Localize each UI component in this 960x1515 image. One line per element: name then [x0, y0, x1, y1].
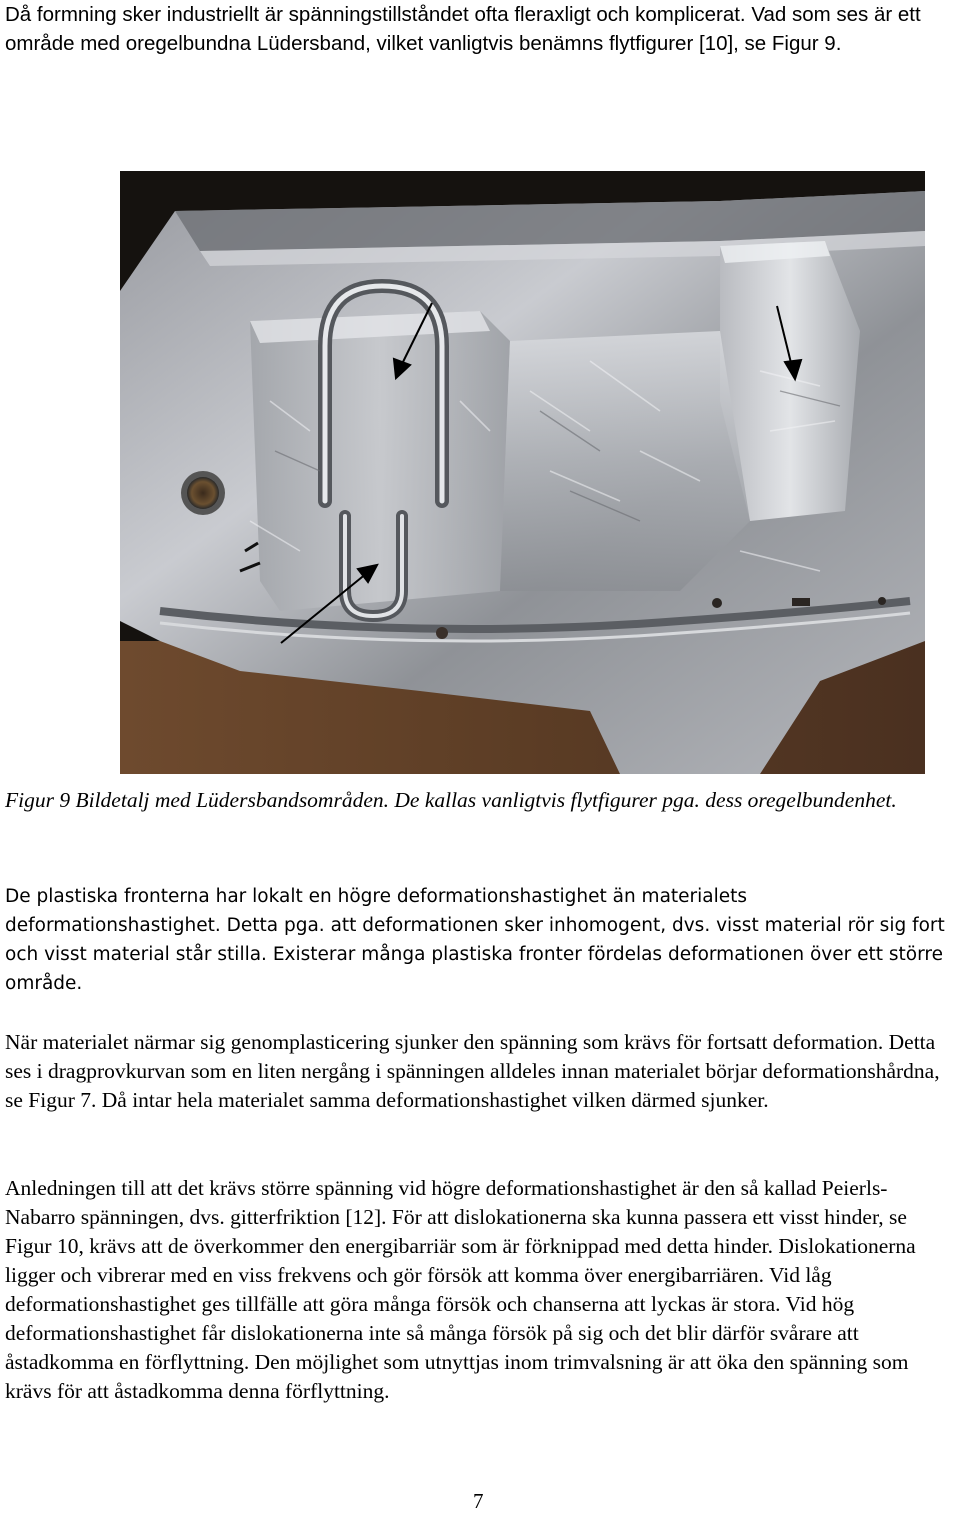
genomplasticering-paragraph: När materialet närmar sig genomplasticering sjunker den spänning som krävs för fortsatt deformation. Detta ses i dragprovkurvan som en liten nergång i spänningen alldeles innan materialet börjar deformationshårdna, se Figur 7. Då intar hela materialet samma deformationshastighet vilken därmed sjunker. — [5, 1030, 940, 1112]
intro-paragraph: Då formning sker industriellt är spänningstillståndet ofta fleraxligt och komplicerat. Vad som ses är ett område med oregelbundna Lüdersband, vilket vanligtvis benämns flytfigurer [10], se Figur 9. — [5, 3, 921, 55]
figure-9-photo — [120, 171, 925, 774]
plastic-fronts-paragraph: De plastiska fronterna har lokalt en högre deformationshastighet än materialets deformationshastighet. Detta pga. att deformationen sker inhomogent, dvs. visst material rör sig fort och visst material står stilla. Existerar många plastiska fronter fördelas deformationen över ett större område. — [5, 886, 945, 994]
figure-caption: Figur 9 Bildetalj med Lüdersbandsområden. De kallas vanligtvis flytfigurer pga. dess oregelbundenhet. — [5, 788, 897, 812]
pressed-steel-panel-photo — [120, 171, 925, 774]
peierls-nabarro-paragraph: Anledningen till att det krävs större spänning vid högre deformationshastighet är den så kallad Peierls-Nabarro spänningen, dvs. gitterfriktion [12]. För att dislokationerna ska kunna passera ett visst hinder, se Figur 10, krävs att de överkommer den energibarriär som är förknippad med detta hinder. Dislokationerna ligger och vibrerar med en viss frekvens och gör försök att komma över energibarriären. Vid låg deformationshastighet ges tillfälle att göra många försök och chanserna att lyckas är stora. Vid hög deformationshastighet får dislokationerna inte så många försök på sig och det blir därför svårare att åstadkomma en förflyttning. Den möjlighet som utnyttjas inom trimvalsning är att öka den spänning som krävs för att åstadkomma denna förflyttning. — [5, 1176, 916, 1403]
page-number: 7 — [473, 1489, 484, 1513]
